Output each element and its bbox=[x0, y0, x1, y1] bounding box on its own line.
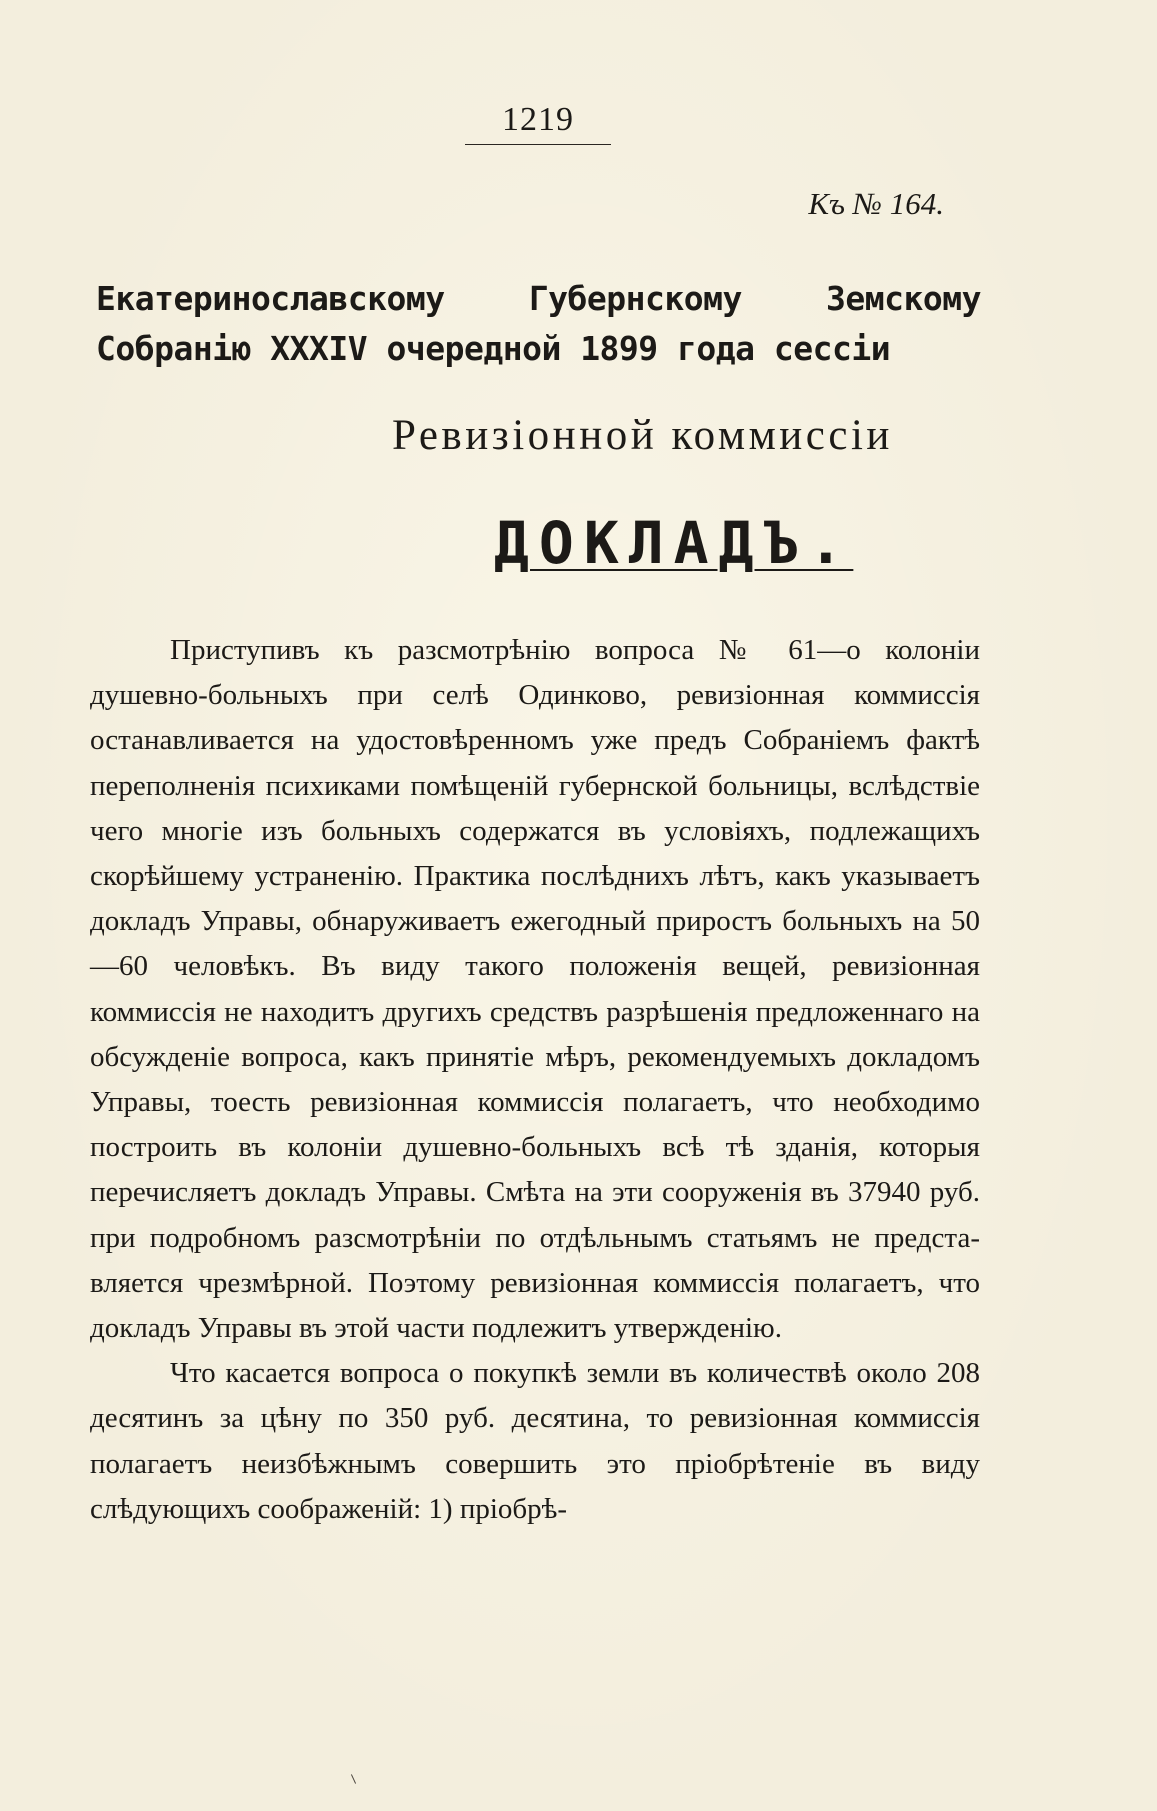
page-number-underline bbox=[465, 144, 611, 145]
addressee-line-2: Собранію XXXIV очередной 1899 года сессіи bbox=[96, 329, 891, 368]
page-number: 1219 bbox=[502, 101, 574, 138]
paragraph-1: Приступивъ къ разсмотрѣнію вопроса № 61—о колоніи душевно-больныхъ при селѣ Одинково, ревизіонная коммиссія останавливается на удостовѣренномъ уже предъ Собраніемъ фактѣ переполненія психиками помѣщеній губернской больницы, вслѣдствіе чего многіе изъ больныхъ содержатся въ условіяхъ, подлежащихъ скорѣйшему устраненію. Практика послѣднихъ лѣтъ, какъ указываетъ докладъ Управы, обнаруживаетъ ежегодный приростъ больныхъ на 50—60 человѣкъ. Въ виду такого положенія вещей, ревизіонная коммиссія не находитъ другихъ средствъ разрѣшенія предложеннаго на обсужденіе вопроса, какъ принятіе мѣръ, рекомендуемыхъ докладомъ Управы, тоесть ревизіонная коммиссія полагаетъ, что необходимо построить въ колоніи душевно-больныхъ всѣ тѣ зданія, которыя перечисляетъ докладъ Управы. Смѣта на эти сооруженія въ 37940 руб. при подробномъ разсмотрѣніи по отдѣльнымъ статьямъ не представляется чрезмѣрной. Поэтому ревизіонная коммиссія полагаетъ, что докладъ Управы въ этой части подлежитъ утвержденію. bbox=[90, 634, 980, 1345]
paragraph-2: Что касается вопроса о покупкѣ земли въ количествѣ около 208 десятинъ за цѣну по 350 руб. десятина, то ревизіонная коммиссія полагаетъ неизбѣжнымъ совершить это пріобрѣтеніе въ виду слѣдующихъ соображеній: 1) пріобрѣ- bbox=[90, 1357, 980, 1525]
report-title: ДОКЛАДЪ. bbox=[494, 509, 854, 577]
document-reference: Къ № 164. bbox=[808, 186, 944, 221]
stray-ink-mark bbox=[351, 1774, 356, 1783]
addressee-line-1: Екатеринославскому Губернскому Земскому bbox=[96, 279, 981, 318]
commission-heading: Ревизіонной коммиссіи bbox=[392, 412, 893, 459]
body-text bbox=[90, 628, 980, 1532]
addressee-heading bbox=[96, 274, 981, 374]
